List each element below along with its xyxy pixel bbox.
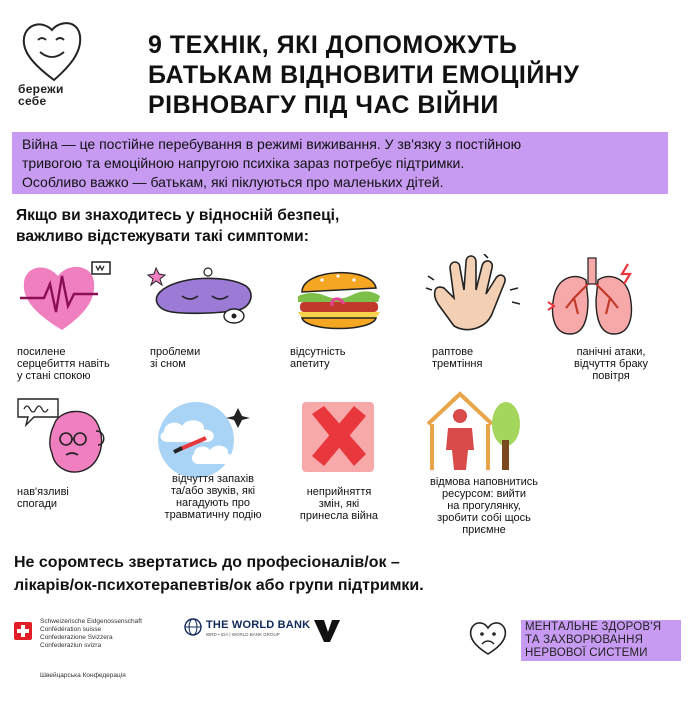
symptom-line: тремтіння [432,358,483,370]
page-title [148,30,668,120]
symptom-line: відсутність [290,346,346,358]
symptom-line: травматичну подію [164,509,262,521]
symptom-line: нав'язливі [17,486,69,498]
swiss-line: Confederaziun svizra [40,642,102,649]
symptom-line: раптове [432,346,474,358]
title-line: БАТЬКАМ ВІДНОВИТИ ЕМОЦІЙНУ [148,61,580,89]
burger-icon [292,258,384,338]
symptom-line: зробити собі щось [437,512,531,524]
symptom-label [290,346,400,370]
heading-line: Якщо ви знаходитесь у відносній безпеці, [16,207,340,224]
symptom-line: приємне [462,524,506,536]
symptom-line: апетиту [290,358,330,370]
world-bank-globe-icon [184,618,202,636]
cta-line: Не соромтесь звертатись до професіоналів/ок – [14,554,400,571]
logo-line: себе [18,94,47,108]
symptom-line: у стані спокою [17,370,91,382]
lungs-icon [544,256,640,340]
badge-line: НЕРВОВОЇ СИСТЕМИ [525,647,648,659]
sad-heart-logo-icon [467,618,509,658]
swiss-line: Confederazione Svizzera [40,634,113,641]
head-thoughts-icon [14,395,110,475]
badge-line: МЕНТАЛЬНЕ ЗДОРОВ'Я [525,621,662,633]
symptom-label [432,346,542,370]
logo-line: бережи [18,82,64,96]
red-cross-icon [296,396,380,478]
symptom-line: відмова наповнитись [429,476,539,488]
support-call-to-action [14,551,674,597]
symptom-line: посилене [17,346,66,358]
symptoms-heading [16,205,476,247]
symptom-line: принесла війна [299,510,379,522]
title-line: РІВНОВАГУ ПІД ЧАС ВІЙНИ [148,91,499,119]
intro-line: тривогою та емоційною напругою психіка зараз потребує підтримки. [22,155,465,171]
symptom-line: проблеми [150,346,201,358]
symptom-label [414,476,554,536]
cta-line: лікарів/ок-психотерапевтів/ок або групи підтримки. [14,577,424,594]
intro-line: Особливо важко — батькам, які піклуються про маленьких дітей. [22,174,444,190]
swiss-line: Schweizerische Eidgenossenschaft [40,618,142,625]
mental-health-badge [521,620,681,661]
swiss-confederation-text [40,618,142,650]
logo-wordmark [18,83,64,107]
badge-line: ТА ЗАХВОРЮВАННЯ [525,634,644,646]
symptom-line: на прогулянку, [447,500,521,512]
symptom-line: панічні атаки, [576,346,646,358]
symptom-line: повітря [592,370,630,382]
trembling-hand-icon [424,254,522,338]
symptom-line: відчуття браку [574,358,648,370]
title-line: 9 ТЕХНІК, ЯКІ ДОПОМОЖУТЬ [148,31,518,59]
smell-clouds-icon [148,398,254,480]
symptom-line: нагадують про [175,497,251,509]
symptom-line: ресурсом: вийти [442,488,526,500]
swiss-flag-icon [14,622,32,640]
heading-line: важливо відстежувати такі симптоми: [16,228,309,245]
intro-banner [12,132,668,194]
world-bank-subtitle: IBRD • IDA | WORLD BANK GROUP [206,632,280,637]
symptom-label [17,486,127,510]
symptom-label [546,346,676,382]
symptom-label [17,346,147,382]
symptom-line: відчуття запахів [171,473,255,485]
intro-line: Війна — це постійне перебування в режимі виживання. У зв'язку з постійною [22,136,522,152]
symptom-line: та/або звуків, які [170,485,256,497]
symptom-line: зі сном [150,358,186,370]
racing-heart-icon [18,256,118,336]
symptom-label [284,486,394,522]
symptom-label [146,473,280,521]
symptom-line: неприйняття [306,486,372,498]
world-bank-name: THE WORLD BANK [206,619,311,631]
symptom-line: змін, які [318,498,360,510]
sleep-mask-icon [146,258,258,328]
brand-mark-icon [312,618,342,644]
swiss-line: Confédération suisse [40,626,102,633]
person-tree-icon [424,388,522,472]
swiss-ua-label: Швейцарська Конфедерація [40,672,126,679]
symptom-line: спогади [17,498,58,510]
symptom-label [150,346,260,370]
symptom-line: серцебиття навіть [17,358,110,370]
